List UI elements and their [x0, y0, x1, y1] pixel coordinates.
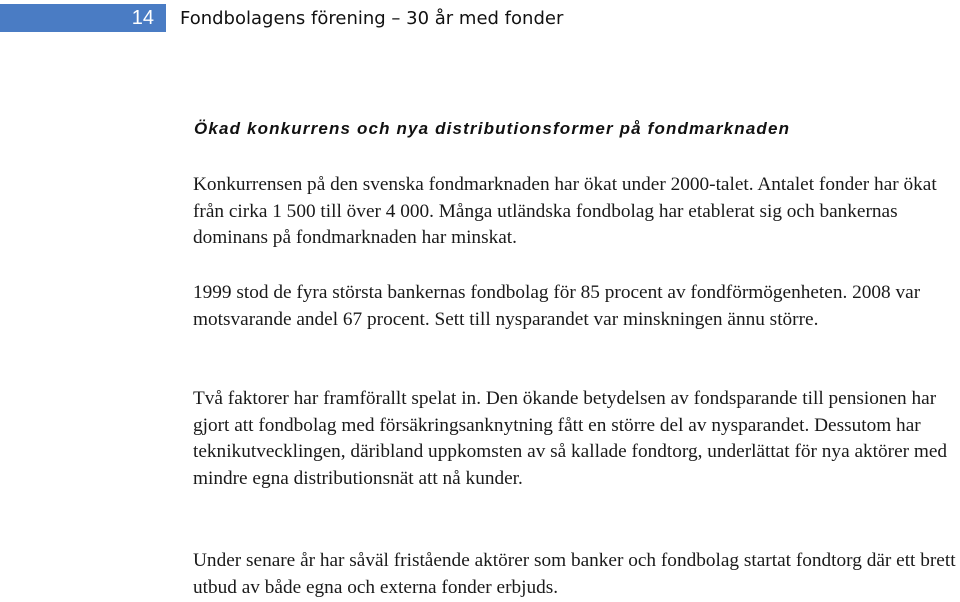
running-header-title: Fondbolagens förening – 30 år med fonder: [180, 8, 564, 29]
page-number: 14: [131, 7, 154, 29]
paragraph-bank-share: 1999 stod de fyra största bankernas fondbolag för 85 procent av fondförmögenheten. 2008 var motsvarande andel 67 procent. Sett till nysparandet var minskningen ännu större.: [193, 282, 921, 330]
paragraph-fund-platforms: Under senare år har såväl fristående aktörer som banker och fondbolag startat fondtorg där ett brett utbud av både egna och externa fonder erbjuds.: [193, 550, 956, 598]
page-number-badge: [0, 4, 166, 32]
paragraph-factors: Två faktorer har framförallt spelat in. Den ökande betydelsen av fondsparande till pensionen har gjort att fondbolag med försäkringsanknytning fått en större del av nysparandet. Dessutom har teknikutvecklingen, däribland uppkomsten av så kallade fondtorg, underlättat för nya aktörer med mindre egna distributionsnät att nå kunder.: [193, 388, 948, 489]
section-heading: Ökad konkurrens och nya distributionsformer på fondmarknaden: [194, 119, 791, 138]
paragraph-competition: Konkurrensen på den svenska fondmarknaden har ökat under 2000-talet. Antalet fonder har ökat från cirka 1 500 till över 4 000. Många utländska fondbolag har etablerat sig och bankernas dominans på fondmarknaden har minskat.: [193, 174, 937, 248]
